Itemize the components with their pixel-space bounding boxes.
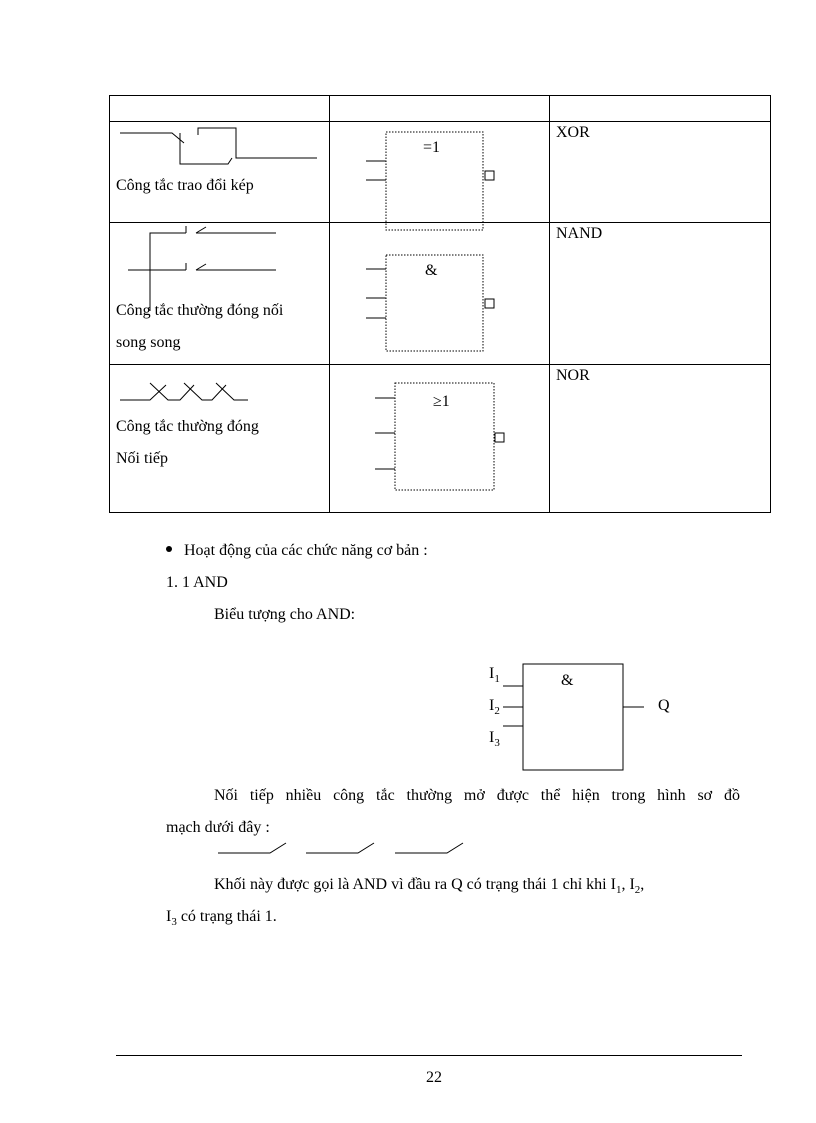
contact-label: Công tắc thường đóng	[116, 418, 259, 435]
input-i3-label: $I_3$	[489, 729, 500, 750]
conclusion-line2: $I_3$ có trạng thái 1.	[166, 908, 277, 929]
contact-cell	[110, 365, 330, 513]
bullet-text: Hoạt động của các chức năng cơ bản :	[184, 542, 428, 559]
symbol-caption: Biểu tượng cho AND:	[214, 606, 356, 623]
header-cell	[110, 96, 330, 122]
table-row-nand	[110, 223, 771, 365]
gate-cell	[330, 122, 550, 223]
gate-cell	[330, 365, 550, 513]
contact-label: Công tắc trao đổi kép	[116, 177, 254, 194]
input-i1-label: $I_1$	[489, 665, 500, 686]
series-text-line2: mạch dưới đây :	[166, 819, 270, 836]
and-gate-diagram	[484, 660, 684, 775]
gate-name-cell	[550, 223, 771, 365]
table-row-xor	[110, 122, 771, 223]
conclusion-line1: Khối này được gọi là AND vì đầu ra Q có trạng thái 1 chỉ khi $I_1$, $I_2$,	[214, 876, 645, 897]
contact-cell	[110, 122, 330, 223]
gate-name: NOR	[556, 367, 590, 384]
gate-name: NAND	[556, 225, 603, 242]
gate-name: XOR	[556, 124, 590, 141]
contact-label: Công tắc thường đóng nối	[116, 302, 284, 319]
output-q-label: Q	[658, 697, 670, 714]
header-cell	[330, 96, 550, 122]
footer-divider	[116, 1055, 742, 1056]
bullet-dot	[166, 546, 172, 552]
and-symbol: &	[561, 672, 574, 689]
contact-label: Nối tiếp	[116, 450, 168, 467]
page-number: 22	[426, 1069, 442, 1086]
gate-name-cell	[550, 365, 771, 513]
contact-label: song song	[116, 334, 181, 351]
nor-gate-block	[330, 365, 550, 513]
table-row-nor	[110, 365, 771, 513]
gate-symbol: ≥1	[433, 393, 450, 410]
gate-symbol: =1	[423, 139, 441, 156]
header-cell	[550, 96, 771, 122]
gate-name-cell	[550, 122, 771, 223]
series-no-contacts-diagram	[216, 840, 476, 860]
section-heading: 1. 1 AND	[166, 574, 228, 591]
nand-gate-block	[330, 223, 550, 365]
input-i2-label: $I_2$	[489, 697, 500, 718]
gate-symbol: &	[425, 262, 438, 279]
contact-cell	[110, 223, 330, 365]
table-header-row	[110, 96, 771, 122]
and-gate-lines	[484, 660, 684, 775]
logic-comparison-table	[109, 95, 771, 513]
bullet-item	[166, 542, 428, 560]
xor-gate-block	[330, 122, 550, 223]
gate-cell	[330, 223, 550, 365]
series-text-line1: Nối tiếp nhiều công tắc thường mở được thể hiện trong hình sơ đồ	[214, 787, 740, 804]
